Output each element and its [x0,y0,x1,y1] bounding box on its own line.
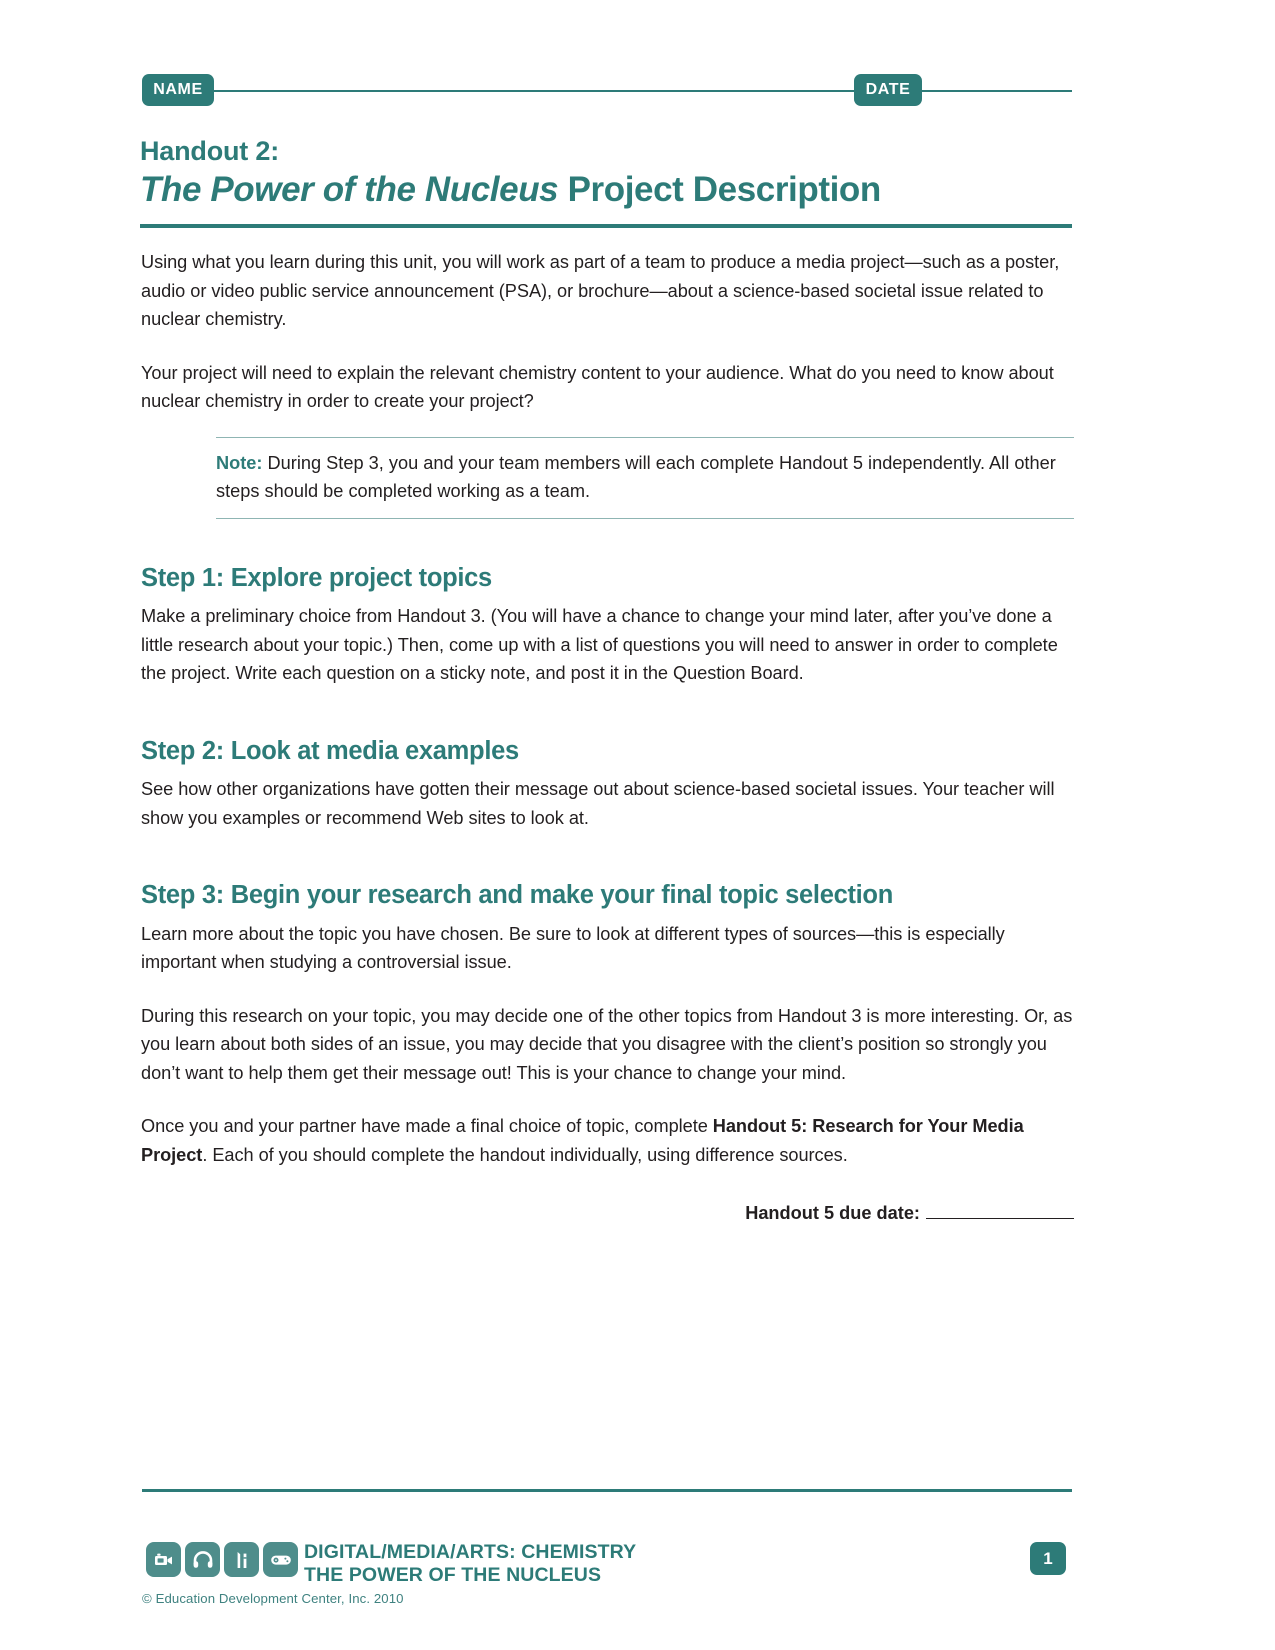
step-3-paragraph-2: During this research on your topic, you may decide one of the other topics from Handout 3 is more interesting. Or, as you learn about both sides of an issue, you may decide that you disagree with the client’s position so strongly you don’t want to help them get their message out! This is your chance to change your mind. [141,1005,1073,1083]
title-block [140,136,1075,211]
title-regular-part: Project Description [558,170,881,210]
step-1-heading: Step 1: Explore project topics [141,563,492,592]
paintbrush-icon [224,1542,259,1577]
page-title [140,169,1075,211]
step-3-paragraph-1: Learn more about the topic you have chosen. Be sure to look at different types of sources—this is especially important when studying a controversial issue. [141,923,1005,973]
step-3-heading: Step 3: Begin your research and make your final topic selection [141,881,893,910]
handout-kicker: Handout 2: [140,136,279,166]
step-1-paragraph-1: Make a preliminary choice from Handout 3. (You will have a chance to change your mind later, after you’ve done a little research about your topic.) Then, come up with a list of questions you will need to answer in order to complete the project. Write each question on a sticky note, and post it in the Question Board. [141,606,1058,684]
game-controller-icon [263,1542,298,1577]
due-date-row [141,1199,1074,1228]
due-date-label: Handout 5 due date: [745,1203,920,1224]
footer-title-line-1: DIGITAL/MEDIA/ARTS: CHEMISTRY [304,1541,637,1563]
step-section-1 [141,563,1074,688]
copyright-notice: © Education Development Center, Inc. 2010 [142,1591,404,1606]
footer-divider [142,1489,1072,1492]
step-3-final-paragraph [141,1112,1074,1169]
header-rule [142,90,1072,92]
step-2-heading: Step 2: Look at media examples [141,736,519,765]
note-label: Note: [216,452,263,473]
date-badge: DATE [854,74,922,106]
note-box [216,437,1074,519]
title-divider [140,224,1072,228]
intro-paragraph-1: Using what you learn during this unit, you will work as part of a team to produce a media project—such as a poster, audio or video public service announcement (PSA), or brochure—about a science-based societal issue related to nuclear chemistry. [141,252,1060,329]
document-body [141,248,1074,1228]
note-body: During Step 3, you and your team members will each complete Handout 5 independently. All other steps should be completed working as a team. [216,452,1056,501]
footer-title [304,1541,636,1586]
page-footer [142,1506,1074,1606]
step-section-3 [141,880,1074,1228]
name-badge: NAME [142,74,214,106]
final-paragraph-after: . Each of you should complete the handout individually, using difference sources. [202,1144,848,1165]
name-date-header [142,74,1072,106]
title-italic-part: The Power of the Nucleus [140,170,559,210]
logo-icon-group [146,1542,298,1577]
final-paragraph-before: Once you and your partner have made a final choice of topic, complete [141,1116,713,1137]
video-camera-icon [146,1542,181,1577]
headphones-icon [185,1542,220,1577]
handout-5-reference: Handout 5: Research for Your Media Project [141,1116,1024,1165]
footer-title-line-2: THE POWER OF THE NUCLEUS [304,1563,602,1586]
step-section-2 [141,736,1074,833]
step-2-paragraph-1: See how other organizations have gotten their message out about science-based societal issues. Your teacher will show you examples or recommend Web sites to look at. [141,779,1055,828]
page-number-badge: 1 [1030,1542,1066,1575]
due-date-field[interactable] [926,1201,1074,1219]
intro-paragraph-2: Your project will need to explain the relevant chemistry content to your audience. What do you need to know about nuclear chemistry in order to create your project? [141,362,1054,411]
note-text [216,449,1074,506]
